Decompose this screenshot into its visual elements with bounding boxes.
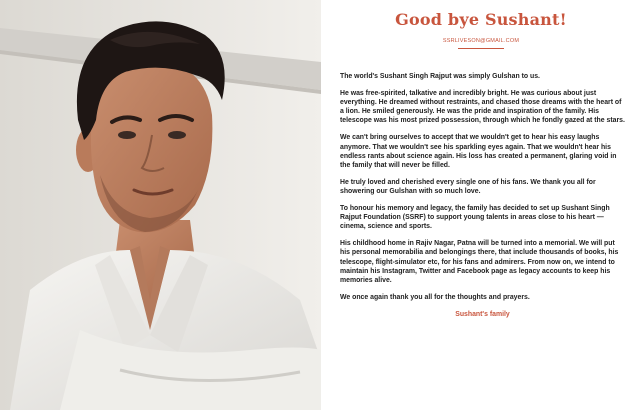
paragraph-4: He truly loved and cherished every single one of his fans. We thank you all for showering our Gulshan with so much love. [340, 178, 596, 195]
paragraph-2: He was free-spirited, talkative and incredibly bright. He was curious about just everything. He dreamed without restraints, and chased those dreams with the heart of a lion. He smiled generously. He was the pride and inspiration of the family. His telescope was his most prized possession, through which he fondly gazed at the stars. [340, 90, 625, 125]
paragraph-6: His childhood home in Rajiv Nagar, Patna will be turned into a memorial. We will put his personal memorabilia and belongings there, that include thousands of books, his telescope, flight-simulator etc, for his fans and admirers. From now on, we intend to maintain his Instagram, Twitter and Facebook page as legacy accounts to keep his memories alive. [340, 240, 619, 284]
email-address: SSRLIVESON@GMAIL.COM [442, 38, 520, 44]
title-divider [458, 48, 504, 49]
letter-title: Good bye Sushant! [395, 10, 567, 29]
paragraph-7: We once again thank you all for the thoughts and prayers. [340, 293, 530, 301]
letter-panel [330, 0, 632, 410]
signature: Sushant's family [455, 310, 510, 318]
letter-body [340, 72, 625, 327]
paragraph-5: To honour his memory and legacy, the family has decided to set up Sushant Singh Rajput Foundation (SSRF) to support young talents in areas close to his heart — cinema, science and sports. [340, 205, 610, 231]
paragraph-3: We can't bring ourselves to accept that we wouldn't get to hear his easy laughs anymore. That we wouldn't see his sparkling eyes again. That we wouldn't hear his endless rants about science again. His loss has created a permanent, glaring void in the family that will never be filled. [340, 134, 617, 169]
paragraph-1: The world's Sushant Singh Rajput was simply Gulshan to us. [340, 73, 540, 80]
